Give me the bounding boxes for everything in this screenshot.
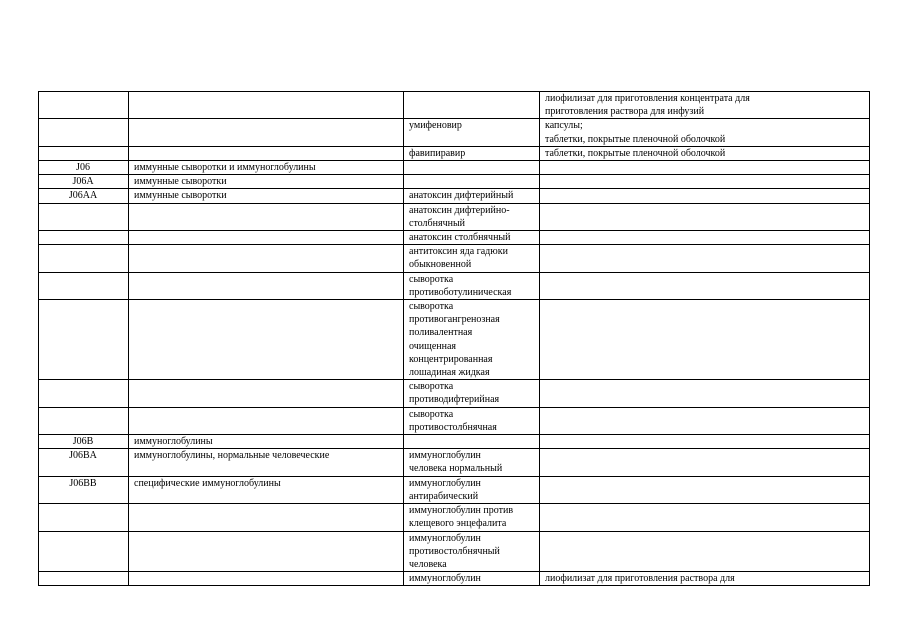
atc-code-cell: J06A bbox=[39, 175, 129, 189]
table-row bbox=[39, 504, 870, 531]
dosage-form-cell bbox=[540, 231, 870, 245]
dosage-form-cell: капсулы; таблетки, покрытые пленочной оболочкой bbox=[540, 119, 870, 146]
table-row bbox=[39, 300, 870, 380]
atc-group-cell: иммунные сыворотки bbox=[129, 189, 404, 203]
atc-code-cell bbox=[39, 245, 129, 272]
table-row bbox=[39, 245, 870, 272]
drug-name-cell bbox=[404, 161, 540, 175]
atc-code-cell: J06BB bbox=[39, 476, 129, 503]
atc-group-cell bbox=[129, 92, 404, 119]
atc-code-cell: J06AA bbox=[39, 189, 129, 203]
atc-group-cell: иммунные сыворотки и иммуноглобулины bbox=[129, 161, 404, 175]
dosage-form-cell bbox=[540, 300, 870, 380]
table-row bbox=[39, 476, 870, 503]
atc-code-cell bbox=[39, 231, 129, 245]
table-row bbox=[39, 231, 870, 245]
dosage-form-cell bbox=[540, 435, 870, 449]
dosage-form-cell bbox=[540, 449, 870, 476]
table-row bbox=[39, 189, 870, 203]
drug-name-cell: иммуноглобулин антирабический bbox=[404, 476, 540, 503]
dosage-form-cell bbox=[540, 189, 870, 203]
dosage-form-cell: лиофилизат для приготовления раствора для bbox=[540, 572, 870, 586]
atc-code-cell bbox=[39, 272, 129, 299]
atc-code-cell bbox=[39, 407, 129, 434]
atc-group-cell bbox=[129, 531, 404, 572]
table-row bbox=[39, 92, 870, 119]
atc-code-cell bbox=[39, 119, 129, 146]
dosage-form-cell bbox=[540, 203, 870, 230]
atc-code-cell bbox=[39, 572, 129, 586]
drug-name-cell: анатоксин столбнячный bbox=[404, 231, 540, 245]
table-row bbox=[39, 449, 870, 476]
atc-code-cell: J06 bbox=[39, 161, 129, 175]
atc-group-cell bbox=[129, 245, 404, 272]
table-row bbox=[39, 203, 870, 230]
drug-name-cell bbox=[404, 175, 540, 189]
atc-group-cell: иммуноглобулины bbox=[129, 435, 404, 449]
table-row bbox=[39, 407, 870, 434]
dosage-form-cell bbox=[540, 407, 870, 434]
atc-group-cell bbox=[129, 146, 404, 160]
dosage-form-cell bbox=[540, 245, 870, 272]
atc-code-cell bbox=[39, 504, 129, 531]
atc-group-cell bbox=[129, 407, 404, 434]
table-row bbox=[39, 146, 870, 160]
atc-group-cell bbox=[129, 231, 404, 245]
atc-code-cell bbox=[39, 92, 129, 119]
dosage-form-cell bbox=[540, 476, 870, 503]
drug-name-cell: умифеновир bbox=[404, 119, 540, 146]
atc-group-cell bbox=[129, 504, 404, 531]
atc-code-cell bbox=[39, 300, 129, 380]
atc-code-cell: J06BA bbox=[39, 449, 129, 476]
atc-group-cell bbox=[129, 572, 404, 586]
dosage-form-cell bbox=[540, 380, 870, 407]
drug-name-cell bbox=[404, 92, 540, 119]
table-row bbox=[39, 380, 870, 407]
atc-group-cell: иммуноглобулины, нормальные человеческие bbox=[129, 449, 404, 476]
dosage-form-cell bbox=[540, 531, 870, 572]
dosage-form-cell bbox=[540, 504, 870, 531]
atc-code-cell bbox=[39, 146, 129, 160]
drug-name-cell bbox=[404, 435, 540, 449]
dosage-form-cell: таблетки, покрытые пленочной оболочкой bbox=[540, 146, 870, 160]
table-body bbox=[39, 92, 870, 586]
table-row bbox=[39, 531, 870, 572]
drug-name-cell: иммуноглобулин bbox=[404, 572, 540, 586]
atc-group-cell: иммунные сыворотки bbox=[129, 175, 404, 189]
dosage-form-cell: лиофилизат для приготовления концентрата для приготовления раствора для инфузий bbox=[540, 92, 870, 119]
drug-name-cell: антитоксин яда гадюки обыкновенной bbox=[404, 245, 540, 272]
table-row bbox=[39, 161, 870, 175]
drug-name-cell: фавипиравир bbox=[404, 146, 540, 160]
table-row bbox=[39, 572, 870, 586]
table-row bbox=[39, 175, 870, 189]
dosage-form-cell bbox=[540, 272, 870, 299]
drug-name-cell: иммуноглобулин противостолбнячный человека bbox=[404, 531, 540, 572]
atc-group-cell bbox=[129, 119, 404, 146]
drug-name-cell: анатоксин дифтерийно- столбнячный bbox=[404, 203, 540, 230]
table-row bbox=[39, 272, 870, 299]
atc-code-cell: J06B bbox=[39, 435, 129, 449]
atc-group-cell bbox=[129, 300, 404, 380]
atc-group-cell: специфические иммуноглобулины bbox=[129, 476, 404, 503]
drug-name-cell: сыворотка противогангренозная поливалентная очищенная концентрированная лошадиная жидкая bbox=[404, 300, 540, 380]
atc-code-cell bbox=[39, 531, 129, 572]
atc-code-cell bbox=[39, 380, 129, 407]
dosage-form-cell bbox=[540, 161, 870, 175]
atc-group-cell bbox=[129, 380, 404, 407]
drug-name-cell: иммуноглобулин человека нормальный bbox=[404, 449, 540, 476]
atc-code-cell bbox=[39, 203, 129, 230]
table-row bbox=[39, 119, 870, 146]
drug-name-cell: анатоксин дифтерийный bbox=[404, 189, 540, 203]
drug-name-cell: сыворотка противостолбнячная bbox=[404, 407, 540, 434]
drug-list-table bbox=[38, 91, 870, 586]
drug-name-cell: сыворотка противоботулиническая bbox=[404, 272, 540, 299]
atc-group-cell bbox=[129, 203, 404, 230]
atc-group-cell bbox=[129, 272, 404, 299]
dosage-form-cell bbox=[540, 175, 870, 189]
drug-name-cell: сыворотка противодифтерийная bbox=[404, 380, 540, 407]
drug-name-cell: иммуноглобулин против клещевого энцефалита bbox=[404, 504, 540, 531]
table-row bbox=[39, 435, 870, 449]
